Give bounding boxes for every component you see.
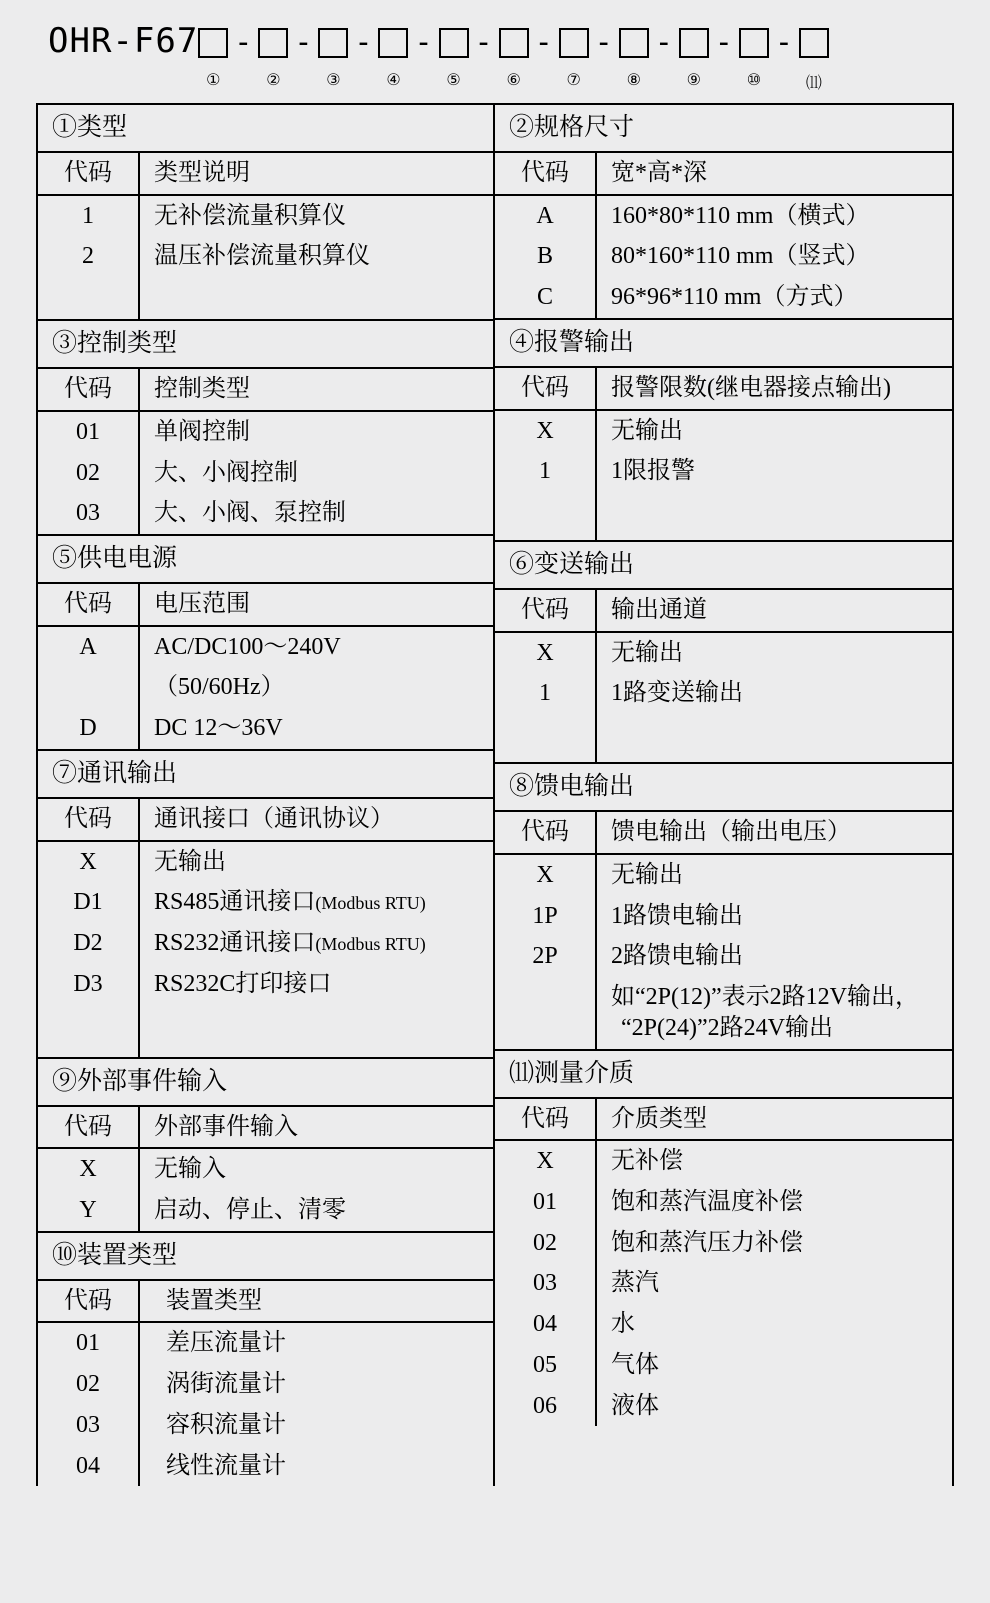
cell-desc: 饱和蒸汽压力补偿 (611, 1229, 803, 1256)
model-slot-9 (679, 18, 709, 90)
spec-grid (36, 103, 954, 1486)
cell-code: A (38, 626, 139, 668)
cell-desc-note: (Modbus RTU) (315, 934, 426, 955)
model-slot-index: ⑾ (805, 75, 822, 92)
section-title: ⑦通讯输出 (38, 751, 493, 799)
cell-desc (139, 923, 493, 964)
model-prefix: OHR-F67 (48, 21, 199, 61)
section-table (495, 368, 952, 540)
cell-desc: 饱和蒸汽温度补偿 (611, 1188, 803, 1215)
cell-code: 02 (38, 453, 139, 494)
cell-desc (596, 492, 952, 540)
table-spacer-row (38, 1005, 493, 1057)
model-separator: - (234, 25, 253, 60)
cell-desc: 1限报警 (611, 458, 695, 485)
cell-desc: 无输出 (611, 417, 683, 444)
cell-desc: 线性流量计 (166, 1452, 286, 1479)
cell-desc: DC 12～36V (154, 715, 283, 742)
cell-desc: 气体 (611, 1351, 659, 1378)
model-slot-index: ① (206, 72, 221, 89)
section-device-type (38, 1233, 493, 1487)
cell-desc: 1路馈电输出 (611, 902, 743, 929)
cell-code (38, 1005, 139, 1057)
table-row (38, 1446, 493, 1487)
cell-code: B (495, 236, 596, 277)
model-separator: - (294, 25, 313, 60)
table-row (495, 854, 952, 896)
column-header-code: 代码 (38, 584, 139, 626)
table-header-row (38, 1107, 493, 1149)
cell-code (38, 667, 139, 708)
model-separator: - (534, 25, 553, 60)
cell-desc: 单阀控制 (154, 418, 250, 445)
column-header-code: 代码 (495, 1099, 596, 1141)
table-row (38, 626, 493, 668)
section-title: ⑥变送输出 (495, 542, 952, 590)
cell-code: 1 (495, 451, 596, 492)
table-spacer-row (495, 492, 952, 540)
cell-desc: 无补偿流量积算仪 (154, 202, 346, 229)
cell-code: 2P (495, 936, 596, 977)
cell-desc: 液体 (611, 1392, 659, 1419)
section-power-supply (38, 536, 493, 751)
model-slot-box[interactable] (679, 28, 709, 58)
table-row (495, 632, 952, 674)
cell-desc: 差压流量计 (166, 1330, 286, 1357)
section-table (38, 584, 493, 749)
model-separator: - (594, 25, 613, 60)
cell-code: 1P (495, 896, 596, 937)
cell-code (38, 277, 139, 319)
cell-desc: AC/DC100～240V (154, 633, 341, 660)
cell-code: X (38, 841, 139, 883)
cell-code: D3 (38, 964, 139, 1005)
table-spacer-row (38, 277, 493, 319)
section-table (38, 1107, 493, 1231)
section-title: ⑤供电电源 (38, 536, 493, 584)
table-row (495, 1223, 952, 1264)
model-slot-5 (439, 18, 469, 90)
cell-desc: 蒸汽 (611, 1270, 659, 1297)
cell-desc: 80*160*110 mm（竖式） (611, 243, 870, 270)
cell-code: 05 (495, 1345, 596, 1386)
table-row (38, 708, 493, 749)
cell-desc-text: RS232通讯接口 (154, 930, 316, 957)
table-header-row (38, 153, 493, 195)
cell-desc: 启动、停止、清零 (154, 1196, 346, 1223)
table-row (495, 1304, 952, 1345)
section-note-line: “2P(24)”2路24V输出 (621, 1014, 833, 1041)
section-external-event-input (38, 1059, 493, 1233)
table-header-row (495, 368, 952, 410)
table-row (495, 410, 952, 452)
section-type (38, 105, 493, 321)
section-table (38, 153, 493, 319)
section-measuring-medium (495, 1051, 952, 1427)
model-slot-7 (559, 18, 589, 90)
cell-code: 01 (495, 1182, 596, 1223)
cell-code: X (495, 854, 596, 896)
cell-desc: 容积流量计 (166, 1411, 286, 1438)
cell-code: X (495, 1140, 596, 1182)
column-header-code: 代码 (495, 368, 596, 410)
section-alarm-output (495, 320, 952, 542)
model-separator: - (654, 25, 673, 60)
table-row (495, 896, 952, 937)
cell-code: Y (38, 1190, 139, 1231)
column-header-desc: 馈电输出（输出电压） (596, 812, 952, 854)
table-spacer-row (495, 714, 952, 762)
table-row (38, 964, 493, 1005)
table-header-row (495, 590, 952, 632)
model-slot-index: ⑨ (686, 72, 701, 89)
model-slot-index: ⑩ (746, 72, 762, 89)
cell-desc: 水 (611, 1311, 635, 1338)
cell-desc: 无输出 (154, 848, 226, 875)
table-note-row (495, 977, 952, 1048)
cell-desc (596, 714, 952, 762)
table-row (495, 1182, 952, 1223)
section-title: ⑾测量介质 (495, 1051, 952, 1099)
model-slot-index: ② (266, 72, 281, 89)
model-slot-1 (198, 18, 228, 90)
model-slot-box[interactable] (258, 28, 288, 58)
table-row (38, 1322, 493, 1364)
table-row (38, 667, 493, 708)
table-row (495, 277, 952, 318)
model-separator: - (474, 25, 493, 60)
column-header-desc: 宽*高*深 (596, 153, 952, 195)
model-code-row (0, 0, 990, 97)
spec-column-right (495, 105, 952, 1486)
table-row (38, 1405, 493, 1446)
cell-code: D1 (38, 882, 139, 923)
table-row (38, 195, 493, 237)
section-note-line: 如“2P(12)”表示2路12V输出， (611, 984, 919, 1011)
model-separator: - (774, 25, 793, 60)
section-table (38, 369, 493, 534)
cell-desc: 2路馈电输出 (611, 943, 743, 970)
model-slot-index: ④ (386, 72, 401, 89)
cell-code: X (495, 410, 596, 452)
table-row (495, 1345, 952, 1386)
model-slot-box[interactable] (378, 28, 408, 58)
section-title: ②规格尺寸 (495, 105, 952, 153)
cell-code: D2 (38, 923, 139, 964)
cell-desc: 涡街流量计 (166, 1371, 286, 1398)
model-slot-index: ⑦ (566, 72, 581, 89)
cell-code: D (38, 708, 139, 749)
model-slot-4 (378, 18, 408, 90)
cell-desc: 1路变送输出 (611, 680, 743, 707)
cell-desc (139, 882, 493, 923)
model-slot-box[interactable] (318, 28, 348, 58)
section-title: ①类型 (38, 105, 493, 153)
section-table (38, 799, 493, 1057)
section-feed-output (495, 764, 952, 1050)
cell-code: 1 (38, 195, 139, 237)
cell-code: C (495, 277, 596, 318)
table-row (38, 453, 493, 494)
model-slot-box[interactable] (619, 28, 649, 58)
section-table (495, 153, 952, 318)
cell-desc-note: (Modbus RTU) (315, 893, 426, 914)
cell-desc: RS232C打印接口 (154, 970, 332, 997)
table-header-row (495, 153, 952, 195)
model-slot-index: ⑥ (506, 72, 521, 89)
column-header-desc: 通讯接口（通讯协议） (139, 799, 493, 841)
table-row (495, 673, 952, 714)
cell-code: 2 (38, 236, 139, 277)
table-row (38, 1364, 493, 1405)
table-row (495, 195, 952, 237)
section-title: ⑩装置类型 (38, 1233, 493, 1281)
column-header-code: 代码 (495, 812, 596, 854)
table-row (38, 236, 493, 277)
cell-desc (139, 277, 493, 319)
model-separator: - (354, 25, 373, 60)
model-slot-box[interactable] (439, 28, 469, 58)
cell-code: 03 (38, 1405, 139, 1446)
cell-desc-text: RS485通讯接口 (154, 889, 316, 916)
table-header-row (38, 369, 493, 411)
cell-desc: 无输入 (154, 1156, 226, 1183)
column-header-code: 代码 (495, 153, 596, 195)
model-slot-3 (318, 18, 348, 90)
cell-desc: （50/60Hz） (154, 674, 285, 701)
cell-code: 01 (38, 1322, 139, 1364)
cell-code (495, 977, 596, 1048)
section-table (38, 1281, 493, 1487)
table-row (495, 1386, 952, 1427)
cell-code: 01 (38, 411, 139, 453)
cell-code: X (38, 1148, 139, 1190)
model-slot-2 (258, 18, 288, 90)
cell-code: X (495, 632, 596, 674)
section-note (596, 977, 952, 1048)
cell-desc: 大、小阀、泵控制 (154, 500, 346, 527)
model-slot-box[interactable] (799, 28, 829, 58)
column-header-code: 代码 (38, 1107, 139, 1149)
section-title: ⑧馈电输出 (495, 764, 952, 812)
table-row (495, 451, 952, 492)
cell-desc (139, 1005, 493, 1057)
column-header-desc: 电压范围 (139, 584, 493, 626)
cell-desc: 无输出 (611, 639, 683, 666)
model-separator: - (414, 25, 433, 60)
column-header-code: 代码 (38, 1281, 139, 1323)
spec-column-left (38, 105, 495, 1486)
table-header-row (38, 1281, 493, 1323)
model-slot-index: ⑤ (446, 72, 461, 89)
cell-code (495, 714, 596, 762)
column-header-desc: 控制类型 (139, 369, 493, 411)
model-slot-box[interactable] (499, 28, 529, 58)
column-header-code: 代码 (38, 799, 139, 841)
model-slot-box[interactable] (559, 28, 589, 58)
column-header-desc: 类型说明 (139, 153, 493, 195)
column-header-code: 代码 (495, 590, 596, 632)
table-row (38, 493, 493, 534)
section-title: ⑨外部事件输入 (38, 1059, 493, 1107)
model-slot-11 (799, 18, 829, 93)
model-slot-box[interactable] (198, 28, 228, 58)
model-separator: - (714, 25, 733, 60)
column-header-desc: 报警限数(继电器接点输出) (596, 368, 952, 410)
cell-code: 02 (38, 1364, 139, 1405)
column-header-desc: 外部事件输入 (139, 1107, 493, 1149)
section-table (495, 590, 952, 762)
table-row (495, 936, 952, 977)
cell-code: 03 (495, 1263, 596, 1304)
cell-code: 02 (495, 1223, 596, 1264)
table-header-row (495, 1099, 952, 1141)
table-row (495, 1140, 952, 1182)
section-table (495, 1099, 952, 1427)
column-header-desc: 装置类型 (139, 1281, 493, 1323)
column-header-code: 代码 (38, 153, 139, 195)
model-slots (198, 18, 829, 93)
section-table (495, 812, 952, 1048)
table-row (38, 841, 493, 883)
model-slot-8 (619, 18, 649, 90)
table-row (38, 1148, 493, 1190)
cell-code: 03 (38, 493, 139, 534)
model-slot-6 (499, 18, 529, 90)
cell-desc: 温压补偿流量积算仪 (154, 243, 370, 270)
section-control-type (38, 321, 493, 536)
table-header-row (495, 812, 952, 854)
cell-desc: 无补偿 (611, 1148, 683, 1175)
table-header-row (38, 799, 493, 841)
table-row (38, 923, 493, 964)
model-slot-box[interactable] (739, 28, 769, 58)
section-transmit-output (495, 542, 952, 764)
table-row (38, 411, 493, 453)
cell-desc: 大、小阀控制 (154, 459, 298, 486)
cell-code: 06 (495, 1386, 596, 1427)
table-row (495, 1263, 952, 1304)
table-header-row (38, 584, 493, 626)
column-header-code: 代码 (38, 369, 139, 411)
cell-desc: 96*96*110 mm（方式） (611, 284, 858, 311)
table-row (495, 236, 952, 277)
cell-code: A (495, 195, 596, 237)
section-communication-output (38, 751, 493, 1059)
cell-code: 04 (38, 1446, 139, 1487)
table-row (38, 1190, 493, 1231)
model-slot-index: ⑧ (626, 72, 641, 89)
cell-code: 1 (495, 673, 596, 714)
column-header-desc: 输出通道 (596, 590, 952, 632)
section-title: ④报警输出 (495, 320, 952, 368)
section-dimensions (495, 105, 952, 320)
table-row (38, 882, 493, 923)
column-header-desc: 介质类型 (596, 1099, 952, 1141)
cell-desc: 无输出 (611, 861, 683, 888)
cell-code: 04 (495, 1304, 596, 1345)
cell-code (495, 492, 596, 540)
model-slot-10 (739, 18, 769, 90)
model-slot-index: ③ (326, 72, 341, 89)
cell-desc: 160*80*110 mm（横式） (611, 202, 870, 229)
section-title: ③控制类型 (38, 321, 493, 369)
